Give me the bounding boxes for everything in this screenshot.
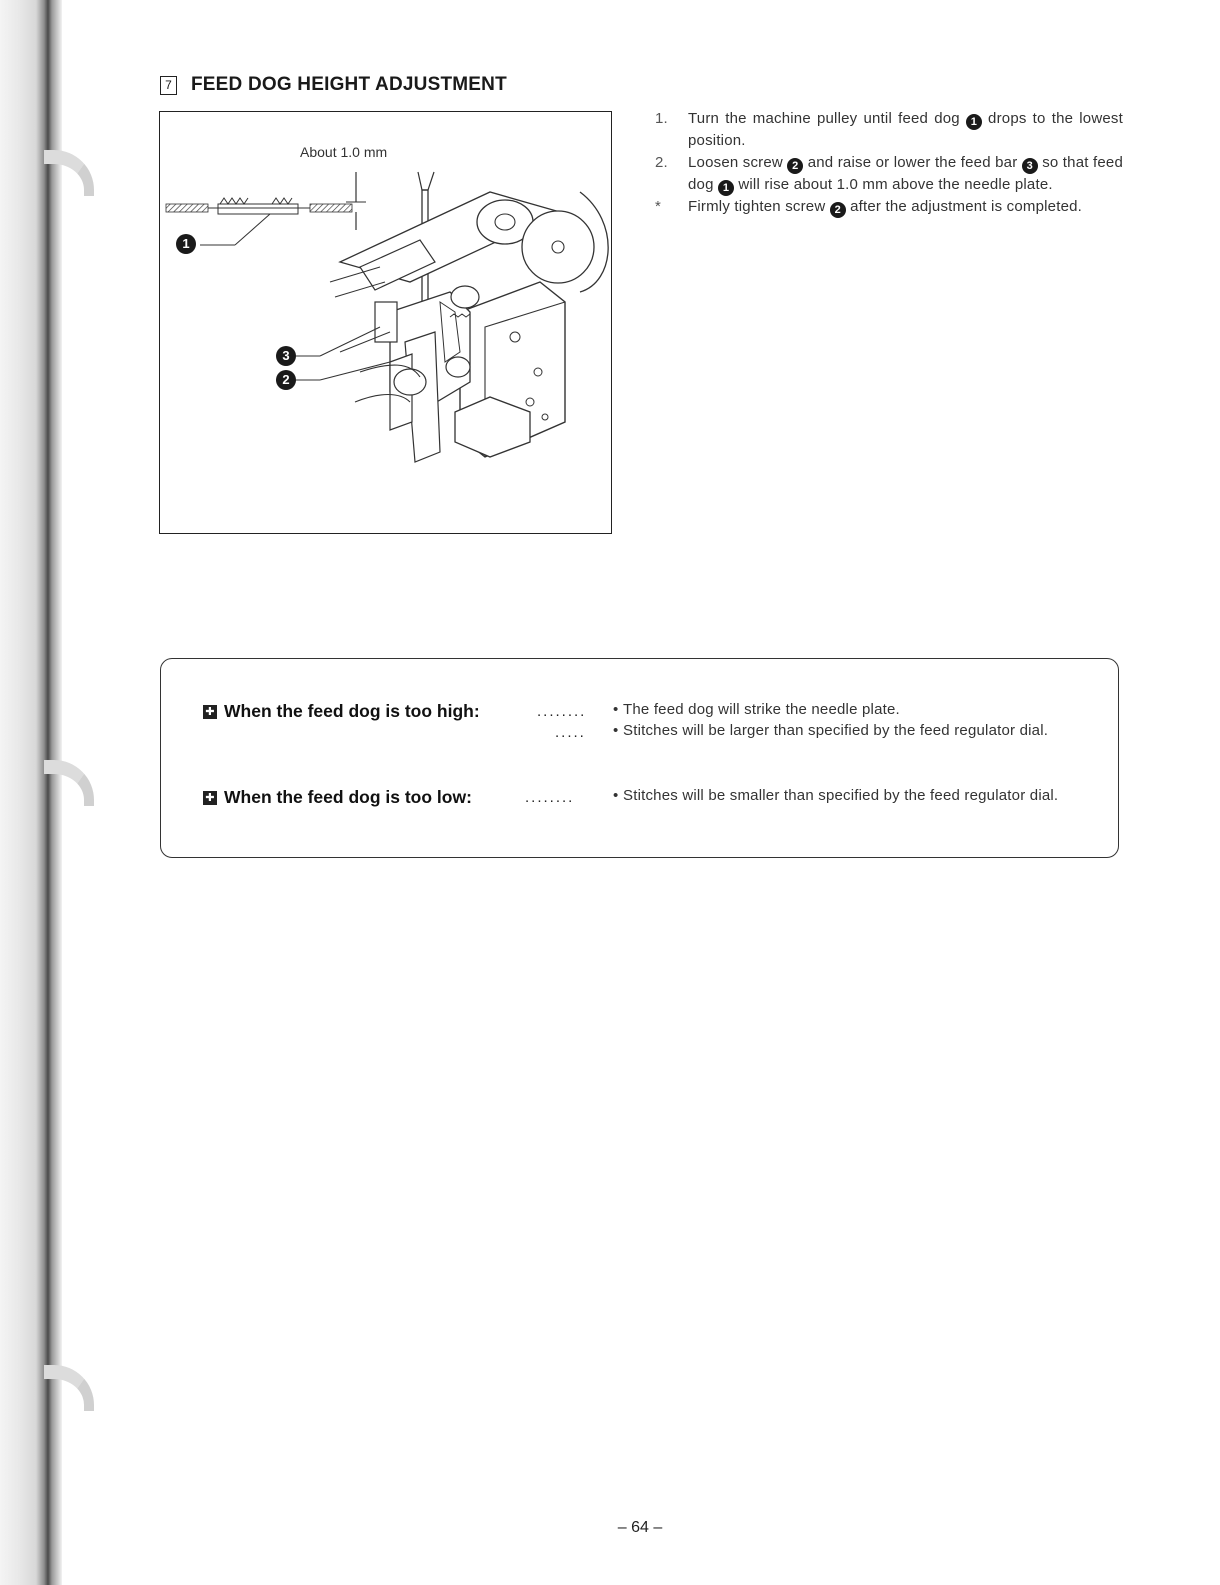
step-item xyxy=(655,108,1123,152)
callout-marker: 1 xyxy=(966,114,982,130)
effect-text: Stitches will be larger than specified by the feed regulator dial. xyxy=(623,722,1049,739)
condition-label: When the feed dog is too high: xyxy=(224,701,480,721)
effects-too-low xyxy=(613,785,1093,806)
step-marker: * xyxy=(655,197,662,215)
section-title: FEED DOG HEIGHT ADJUSTMENT xyxy=(191,74,507,95)
condition-too-high xyxy=(203,701,480,722)
effect-item: • Stitches will be larger than specified by the feed regulator dial. xyxy=(613,720,1093,741)
caution-box xyxy=(160,658,1119,858)
step-text-part: Turn the machine pulley until feed dog xyxy=(688,110,966,127)
step-marker: 1. xyxy=(655,110,668,127)
binder-ring xyxy=(44,760,94,806)
adjustment-steps xyxy=(655,108,1123,218)
effects-too-high xyxy=(613,699,1093,741)
mechanism-drawing xyxy=(160,112,611,533)
feed-dog-illustration xyxy=(159,111,612,534)
callout-marker: 2 xyxy=(276,370,296,390)
binder-ring xyxy=(44,150,94,196)
binder-ring xyxy=(44,1365,94,1411)
step-text-part: Firmly tighten screw xyxy=(688,197,830,215)
step-text-part: after the adjustment is completed. xyxy=(845,197,1083,215)
square-bullet-icon: ✚ xyxy=(203,705,217,719)
callout-marker: 2 xyxy=(787,158,803,174)
step-text xyxy=(688,196,1123,218)
effect-text: The feed dog will strike the needle plate. xyxy=(623,701,900,718)
dimension-label: About 1.0 mm xyxy=(300,144,388,160)
callout-marker: 3 xyxy=(1022,158,1038,174)
callout-marker: 1 xyxy=(176,234,196,254)
condition-too-low xyxy=(203,787,472,808)
condition-label: When the feed dog is too low: xyxy=(224,787,472,807)
step-text-part: drops to the lowest position. xyxy=(688,110,1123,149)
leader-dots: ........ xyxy=(525,789,575,806)
section-number: 7 xyxy=(160,76,177,95)
step-text xyxy=(688,108,1123,152)
effect-text: Stitches will be smaller than specified by the feed regulator dial. xyxy=(623,787,1059,804)
step-text-part: Loosen screw xyxy=(688,153,788,171)
step-text-part: so that feed dog xyxy=(688,153,1123,193)
step-marker: 2. xyxy=(655,153,668,171)
step-item xyxy=(655,152,1123,196)
leader-dots: ........ xyxy=(537,703,587,720)
effect-item: • Stitches will be smaller than specified by the feed regulator dial. xyxy=(613,785,1093,806)
callout-marker: 3 xyxy=(276,346,296,366)
callout-marker: 2 xyxy=(830,202,846,218)
callout-marker: 1 xyxy=(718,180,734,196)
effect-item: • The feed dog will strike the needle plate. xyxy=(613,699,1093,720)
section-heading xyxy=(160,74,507,96)
step-item xyxy=(655,196,1123,218)
leader-dots: ..... xyxy=(555,724,586,741)
step-text xyxy=(688,152,1123,196)
step-text-part: and raise or lower the feed bar xyxy=(803,153,1022,171)
page-number: – 64 – xyxy=(617,1519,663,1536)
step-text-part: will rise about 1.0 mm above the needle plate. xyxy=(734,175,1053,193)
square-bullet-icon: ✚ xyxy=(203,791,217,805)
